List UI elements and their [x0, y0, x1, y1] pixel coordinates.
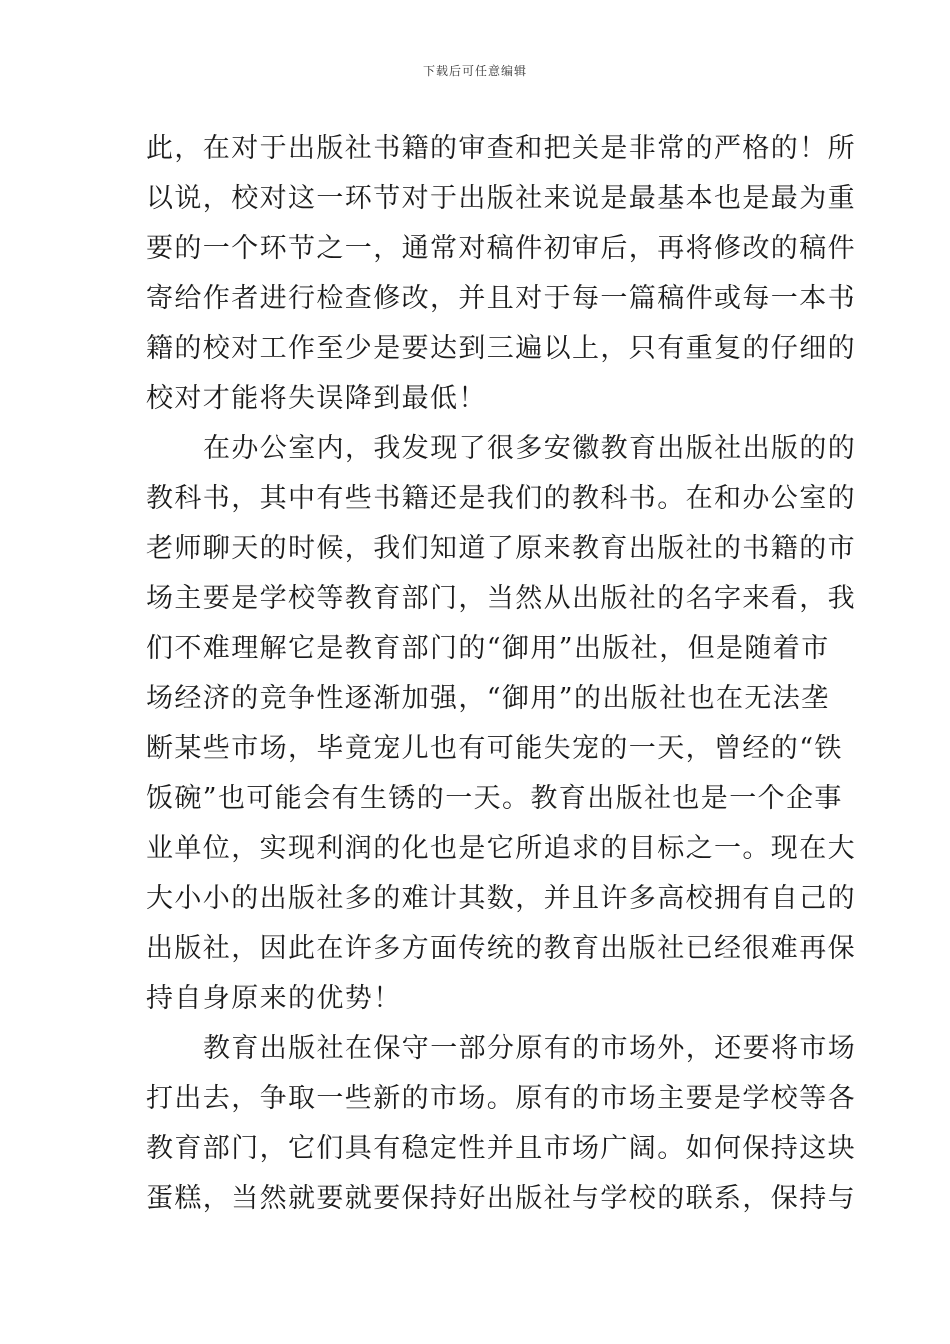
text-line: 场经济的竞争性逐渐加强，“御用”的出版社也在无法垄: [146, 683, 830, 714]
text-line: 老师聊天的时候，我们知道了原来教育出版社的书籍的市: [146, 533, 856, 564]
text-line: 要的一个环节之一，通常对稿件初审后，再将修改的稿件: [146, 233, 856, 264]
text-line: 籍的校对工作至少是要达到三遍以上，只有重复的仔细的: [146, 333, 856, 364]
text-line: 教育出版社在保守一部分原有的市场外，还要将市场: [203, 1033, 857, 1064]
text-line: 断某些市场，毕竟宠儿也有可能失宠的一天，曾经的“铁: [146, 733, 843, 764]
body-text: [146, 124, 857, 1224]
paragraph-3: [146, 1024, 857, 1224]
header-note: 下载后可任意编辑: [422, 64, 527, 78]
text-line: 们不难理解它是教育部门的“御用”出版社，但是随着市: [146, 633, 830, 664]
text-line: 教科书，其中有些书籍还是我们的教科书。在和办公室的: [146, 483, 856, 514]
text-line: 出版社，因此在许多方面传统的教育出版社已经很难再保: [146, 933, 856, 964]
text-line: 教育部门，它们具有稳定性并且市场广阔。如何保持这块: [146, 1133, 856, 1164]
text-line: 持自身原来的优势！: [146, 983, 402, 1014]
text-line: 大小小的出版社多的难计其数，并且许多高校拥有自己的: [146, 883, 856, 914]
text-line: 饭碗”也可能会有生锈的一天。教育出版社也是一个企事: [146, 783, 843, 814]
text-line: 以说，校对这一环节对于出版社来说是最基本也是最为重: [146, 183, 856, 214]
text-line: 打出去，争取一些新的市场。原有的市场主要是学校等各: [146, 1083, 856, 1114]
paragraph-2: [146, 424, 857, 1024]
text-line: 寄给作者进行检查修改，并且对于每一篇稿件或每一本书: [146, 283, 856, 314]
text-line: 此，在对于出版社书籍的审查和把关是非常的严格的！所: [146, 133, 856, 164]
text-line: 蛋糕，当然就要就要保持好出版社与学校的联系，保持与: [146, 1183, 856, 1214]
text-line: 在办公室内，我发现了很多安徽教育出版社出版的的: [203, 433, 857, 464]
paragraph-1: [146, 124, 856, 424]
text-line: 业单位，实现利润的化也是它所追求的目标之一。现在大: [146, 833, 856, 864]
text-line: 场主要是学校等教育部门，当然从出版社的名字来看，我: [146, 583, 856, 614]
text-line: 校对才能将失误降到最低！: [146, 383, 487, 414]
